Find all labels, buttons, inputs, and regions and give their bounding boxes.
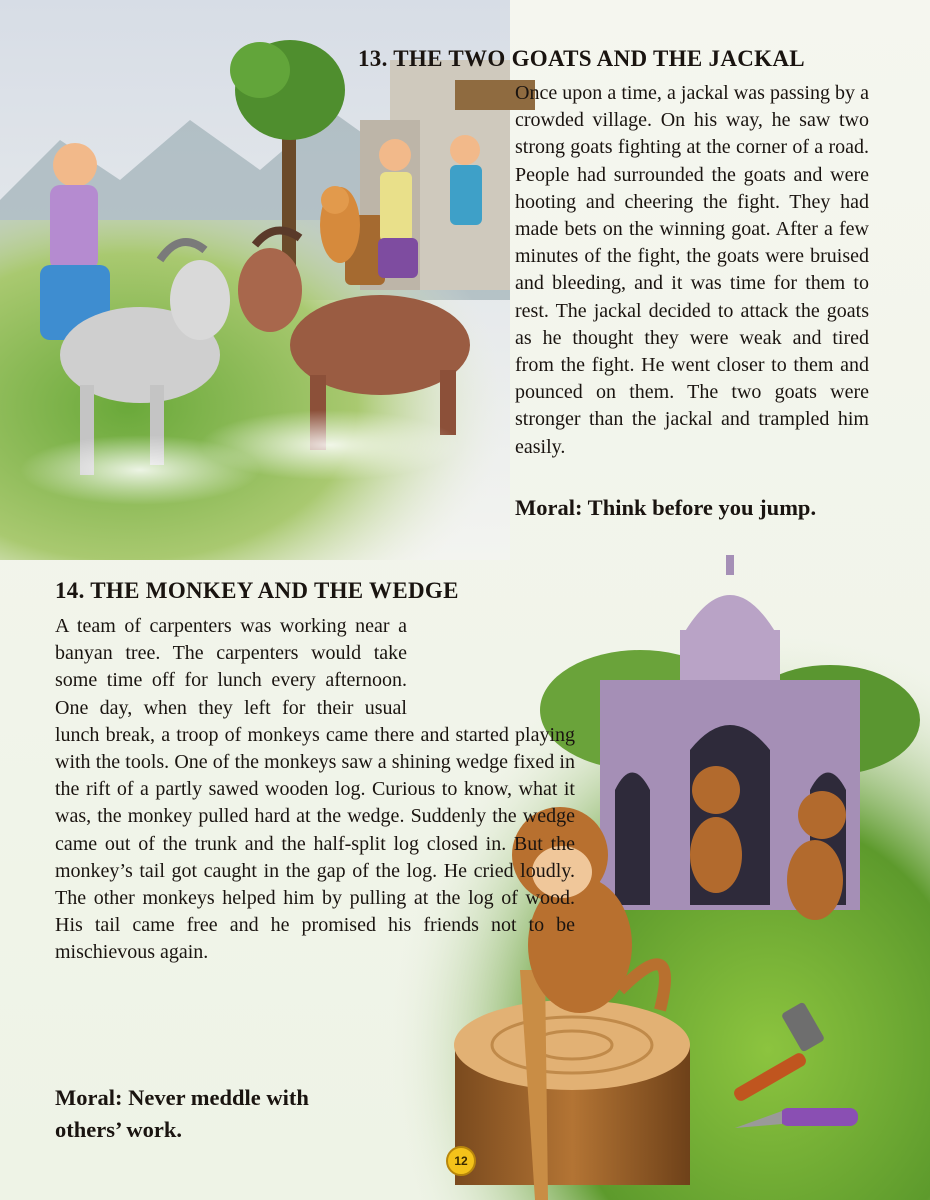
story-2-text: A team of carpenters was working near a banyan tree. The carpenters would take some time off for lunch every afternoon. One day, when they left for their usual lunch break, a troop of monkeys came there and started playing with the tools. One of the monkeys saw a shining wedge fixed in the rift of a partly sawed wooden log. Curious to know, what it was, the monkey pulled hard at the wedge. Suddenly the wedge came out of the trunk and the half-split log closed in. But the monkey’s tail got caught in the gap of the log. He cried loudly. The other monkeys helped him by pulling at the log of wood. His tail came free and he promised his friends not to be mischievous again. [55, 615, 575, 964]
text-wrap-spacer [407, 613, 575, 695]
story-1-title: 13. THE TWO GOATS AND THE JACKAL [358, 46, 805, 71]
story-2-moral: Moral: Never meddle with others’ work. [55, 1085, 309, 1142]
page-number-badge: 12 [446, 1146, 476, 1176]
story-1-text: Once upon a time, a jackal was passing by a crowded village. On his way, he saw two strong goats fighting at the corner of a road. People had surrounded the goats and were hooting and cheering the fight. They had made bets on the winning goat. After a few minutes of the fight, the goats were bruised and bleeding, and it was time for them to rest. The jackal decided to attack the goats as he thought they were weak and tired from the fight. He went closer to them and pounced on them. The two goats were stronger than the jackal and trampled him easily. [515, 82, 869, 458]
goats-fight-illustration [0, 0, 535, 560]
story-2-title: 14. THE MONKEY AND THE WEDGE [55, 578, 459, 603]
story-2-block [55, 613, 575, 967]
story-1-moral: Moral: Think before you jump. [515, 495, 817, 520]
